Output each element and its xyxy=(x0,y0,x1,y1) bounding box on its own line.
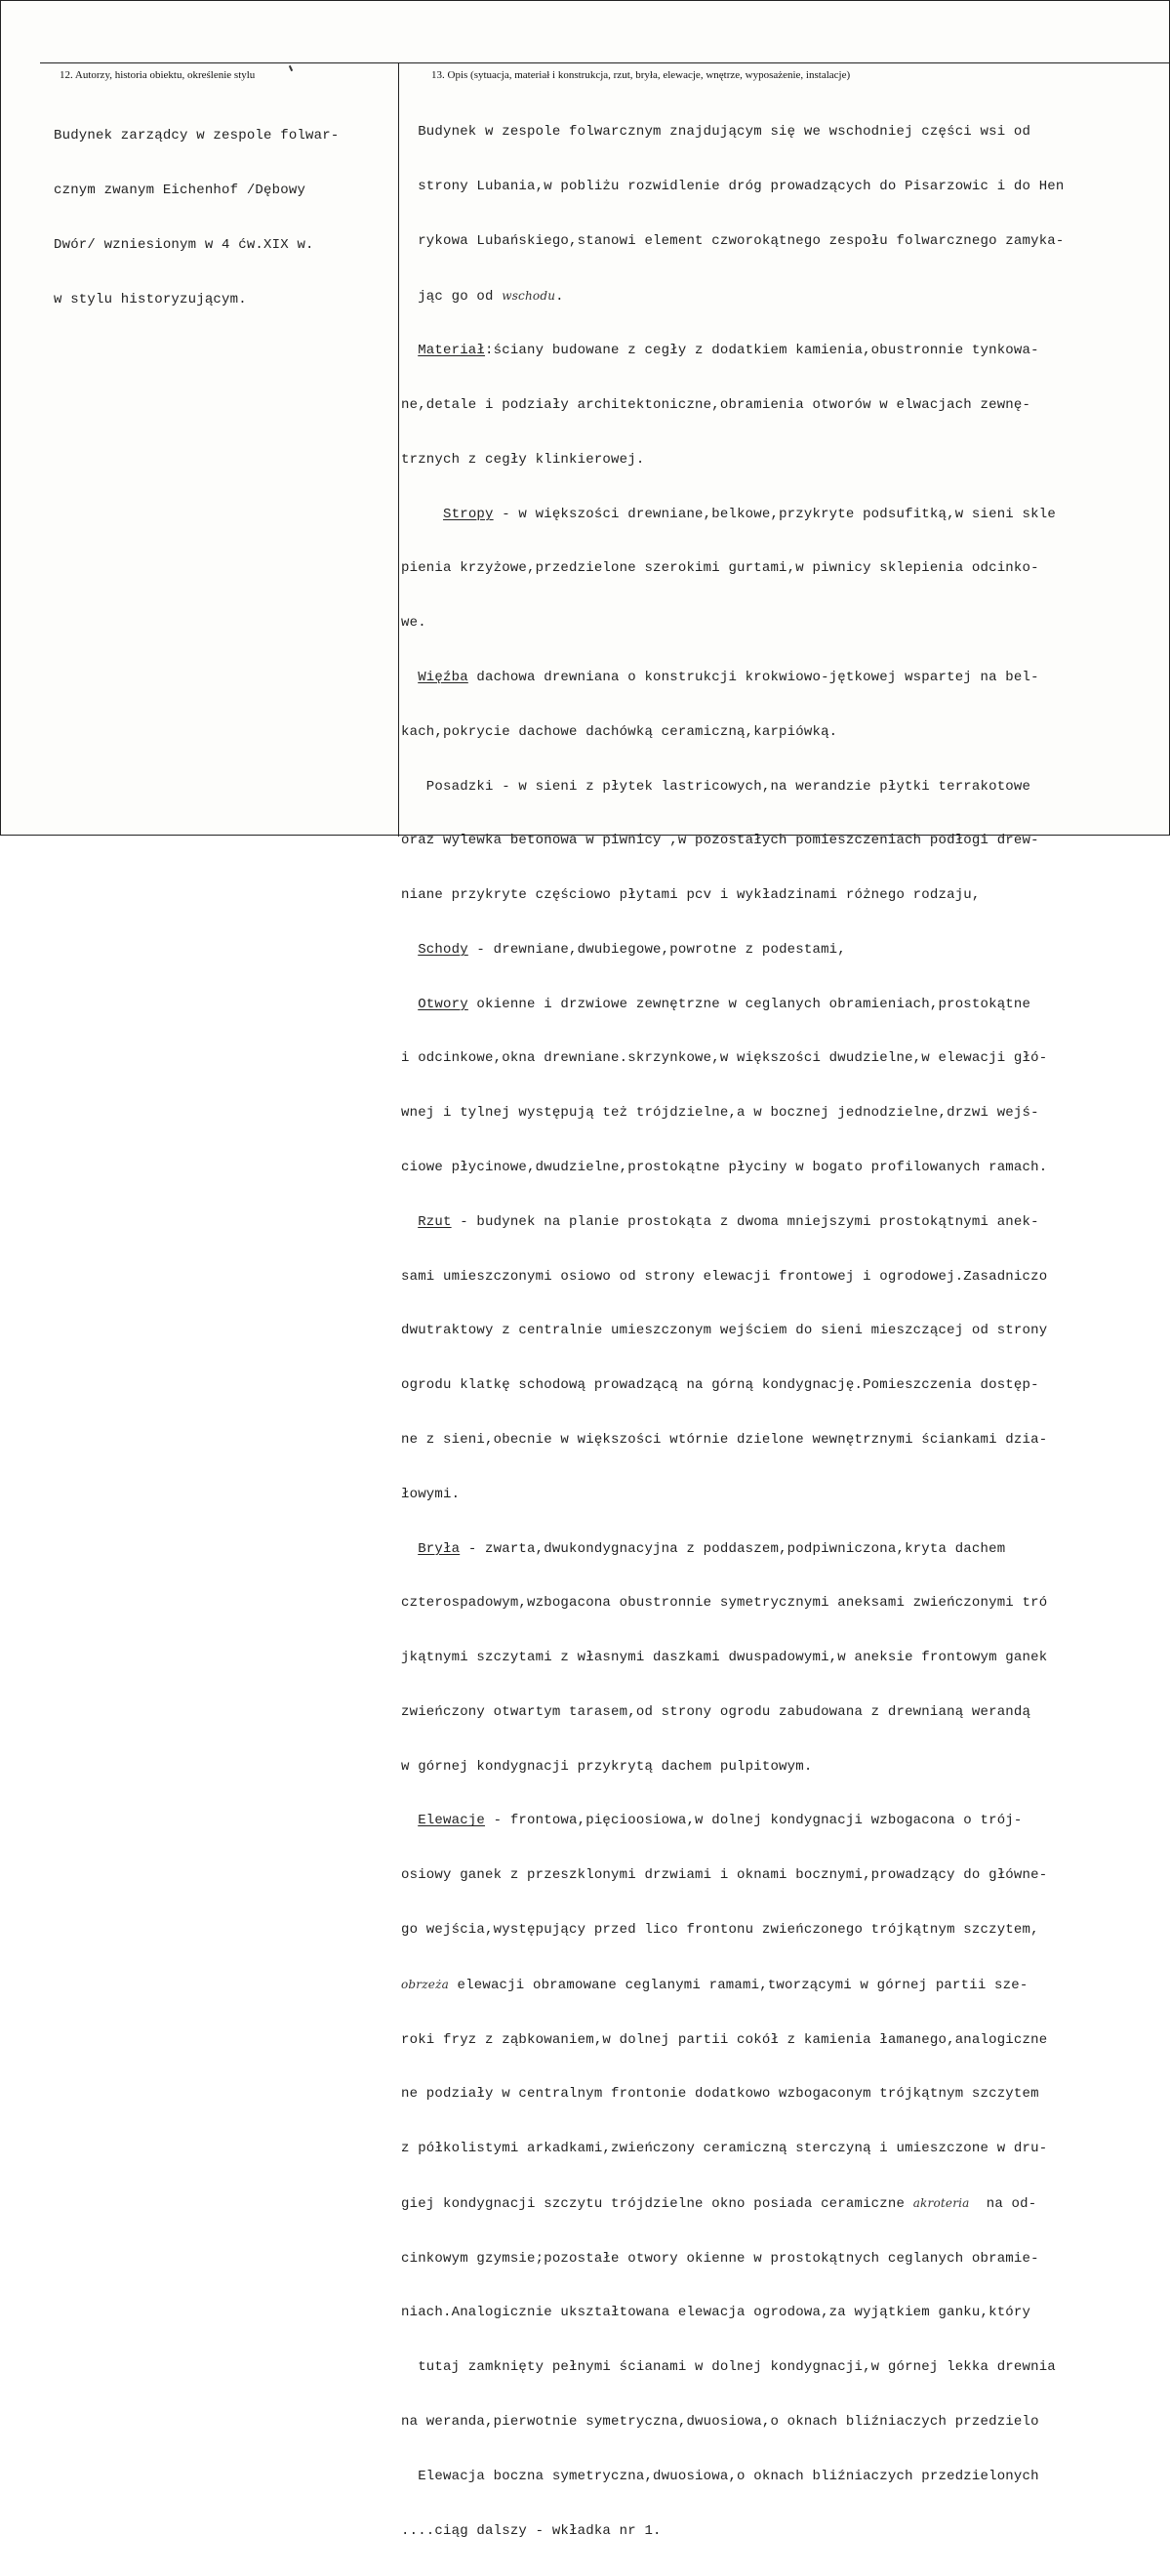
text-line: ne,detale i podziały architektoniczne,obramienia otworów w elwacjach zewnę- xyxy=(401,397,1031,414)
text-line: giej kondygnacji szczytu trójdzielne okno posiada ceramiczne akroteria na od- xyxy=(401,2195,1037,2212)
pen-mark xyxy=(289,65,293,71)
text-line: z półkolistymi arkadkami,zwieńczony ceramiczną sterczyną i umieszczone w dru- xyxy=(401,2141,1048,2157)
text-line: na weranda,pierwotnie symetryczna,dwuosiowa,o oknach bliźniaczych przedzielo xyxy=(401,2414,1039,2430)
text-line: ....ciąg dalszy - wkładka nr 1. xyxy=(401,2522,662,2539)
text-line: w stylu historyzującym. xyxy=(54,291,247,307)
text-line: oraz wylewka betonowa w piwnicy ,w pozostałych pomieszczeniach podłogi drew- xyxy=(401,833,1039,849)
text-line: Stropy - w większości drewniane,belkowe,przykryte podsufitką,w sieni skle xyxy=(443,506,1056,522)
section-13-label: 13. Opis (sytuacja, materiał i konstrukcja, rzut, bryła, elewacje, wnętrze, wyposażenie, instalacje) xyxy=(431,69,851,81)
text-line: dwutraktowy z centralnie umieszczonym wejściem do sieni mieszczącej od strony xyxy=(401,1323,1048,1339)
text-line: Posadzki - w sieni z płytek lastricowych,na werandzie płytki terrakotowe xyxy=(401,778,1031,795)
text-line: w górnej kondygnacji przykrytą dachem pulpitowym. xyxy=(401,1758,813,1775)
text-line: czterospadowym,wzbogacona obustronnie symetrycznymi aneksami zwieńczonymi tró xyxy=(401,1595,1048,1612)
text-line: tutaj zamknięty pełnymi ścianami w dolnej kondygnacji,w górnej lekka drewnia xyxy=(401,2359,1056,2376)
text-line: rykowa Lubańskiego,stanowi element czworokątnego zespołu folwarcznego zamyka- xyxy=(401,232,1065,249)
text-line: wnej i tylnej występują też trójdzielne,a w bocznej jednodzielne,drzwi wejś- xyxy=(401,1105,1039,1122)
text-line: sami umieszczonymi osiowo od strony elewacji frontowej i ogrodowej.Zasadniczo xyxy=(401,1268,1048,1285)
form-top-rule xyxy=(40,62,1169,63)
text-line: Bryła - zwarta,dwukondygnacyjna z poddaszem,podpiwniczona,kryta dachem xyxy=(418,1540,1006,1557)
text-line: Rzut - budynek na planie prostokąta z dwoma mniejszymi prostokątnymi anek- xyxy=(418,1213,1039,1230)
text-line: Dwór/ wzniesionym w 4 ćw.XIX w. xyxy=(54,236,314,253)
text-line: Schody - drewniane,dwubiegowe,powrotne z podestami, xyxy=(418,941,846,958)
text-line: we. xyxy=(401,615,426,632)
text-line: ogrodu klatkę schodową prowadzącą na górną kondygnację.Pomieszczenia dostęp- xyxy=(401,1377,1039,1394)
history-text xyxy=(54,91,395,345)
text-line: obrzeża elewacji obramowane ceglanymi ramami,tworzącymi w górnej partii sze- xyxy=(401,1977,1029,1993)
text-line: Więźba dachowa drewniana o konstrukcji krokwiowo-jętkowej wspartej na bel- xyxy=(418,670,1039,685)
text-line: Elewacja boczna symetryczna,dwuosiowa,o oknach bliźniaczych przedzielonych xyxy=(401,2468,1039,2484)
text-line: Otwory okienne i drzwiowe zewnętrzne w ceglanych obramieniach,prostokątne xyxy=(418,996,1031,1012)
text-line: ciowe płycinowe,dwudzielne,prostokątne płyciny w bogato profilowanych ramach. xyxy=(401,1160,1048,1176)
text-line: zwieńczony otwartym tarasem,od strony ogrodu zabudowana z drewnianą werandą xyxy=(401,1703,1031,1720)
text-line: trznych z cegły klinkierowej. xyxy=(401,451,645,468)
description-text xyxy=(401,87,1170,2576)
text-line: roki fryz z ząbkowaniem,w dolnej partii cokół z kamienia łamanego,analogiczne xyxy=(401,2031,1048,2048)
section-12-label: 12. Autorzy, historia obiektu, określenie stylu xyxy=(60,69,256,81)
text-line: go wejścia,występujący przed lico frontonu zwieńczonego trójkątnym szczytem, xyxy=(401,1921,1039,1938)
text-line: niach.Analogicznie ukształtowana elewacja ogrodowa,za wyjątkiem ganku,który xyxy=(401,2305,1031,2321)
text-line: jkątnymi szczytami z własnymi daszkami dwuspadowymi,w aneksie frontowym ganek xyxy=(401,1650,1048,1666)
text-line: ne podziały w centralnym frontonie dodatkowo wzbogaconym trójkątnym szczytem xyxy=(401,2086,1039,2103)
text-line: strony Lubania,w pobliżu rozwidlenie dróg prowadzących do Pisarzowic i do Hen xyxy=(401,178,1065,194)
text-line: jąc go od wschodu. xyxy=(401,288,564,305)
text-line: kach,pokrycie dachowe dachówką ceramiczną,karpiówką. xyxy=(401,723,838,740)
text-line: pienia krzyżowe,przedzielone szerokimi gurtami,w piwnicy sklepienia odcinko- xyxy=(401,560,1039,577)
text-line: niane przykryte częściowo płytami pcv i wykładzinami różnego rodzaju, xyxy=(401,887,981,904)
text-line: ne z sieni,obecnie w większości wtórnie dzielone wewnętrznymi ściankami dzia- xyxy=(401,1431,1048,1448)
text-line: cinkowym gzymsie;pozostałe otwory okienne w prostokątnych ceglanych obramie- xyxy=(401,2250,1039,2267)
text-line: cznym zwanym Eichenhof /Dębowy xyxy=(54,182,306,198)
form-column-divider xyxy=(398,62,399,837)
text-line: osiowy ganek z przeszklonymi drzwiami i oknami bocznymi,prowadzący do główne- xyxy=(401,1867,1048,1884)
text-line: Budynek zarządcy w zespole folwar- xyxy=(54,128,340,144)
text-line: i odcinkowe,okna drewniane.skrzynkowe,w większości dwudzielne,w elewacji głó- xyxy=(401,1050,1048,1067)
text-line: Elewacje - frontowa,pięcioosiowa,w dolnej kondygnacji wzbogacona o trój- xyxy=(418,1813,1023,1829)
text-line: Budynek w zespole folwarcznym znajdującym się we wschodniej części wsi od xyxy=(401,124,1031,141)
text-line: łowymi. xyxy=(401,1486,461,1502)
text-line: Materiał:ściany budowane z cegły z dodatkiem kamienia,obustronnie tynkowa- xyxy=(418,343,1039,359)
